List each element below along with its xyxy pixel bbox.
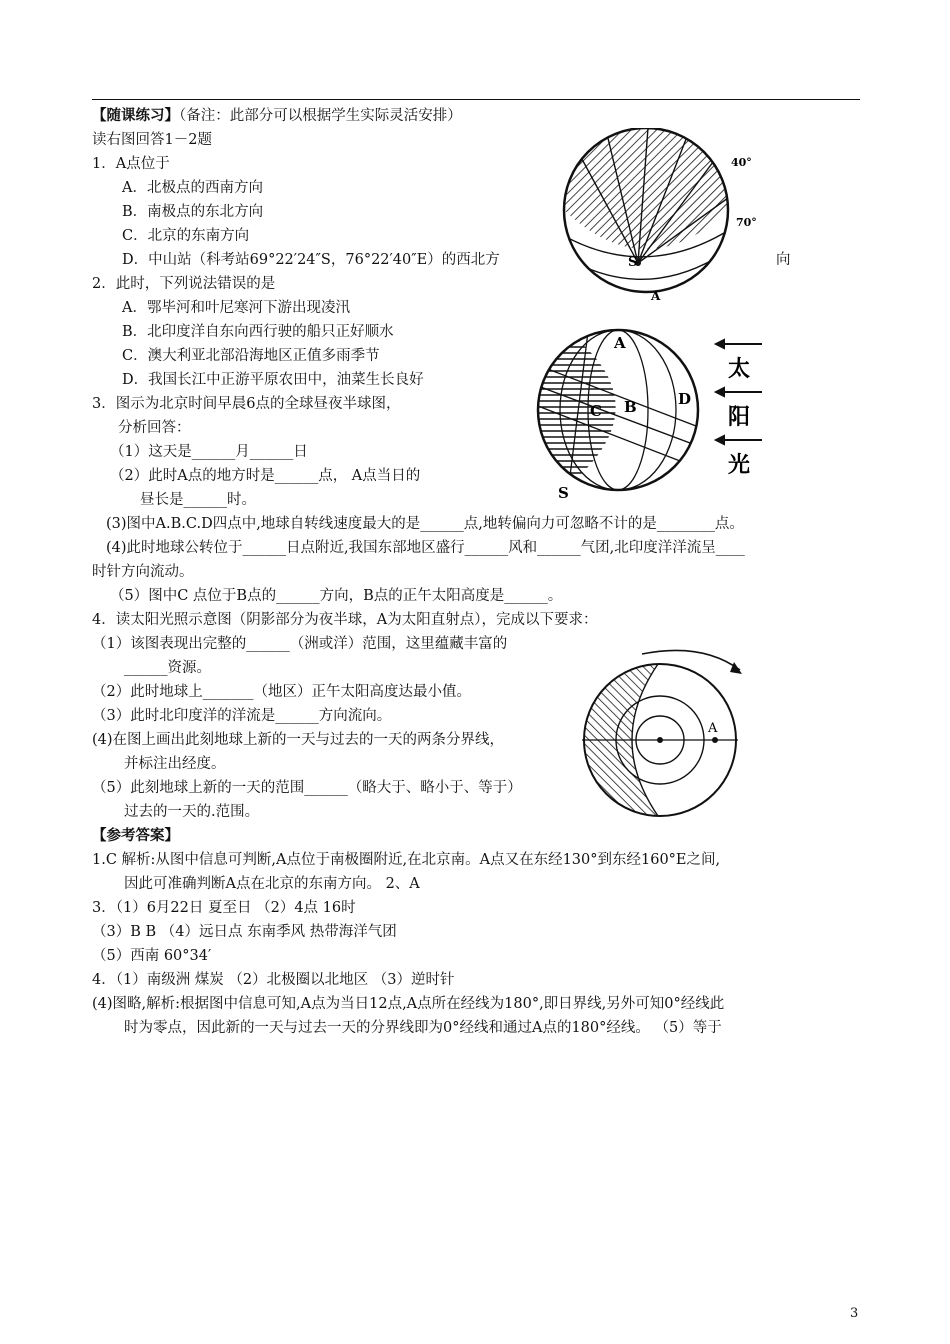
q3-sub-2: （2）此时A点的地方时是______点， A点当日的 [110,468,421,484]
q1-option-b: B．南极点的东北方向 [122,204,264,220]
answer-3c: （5）西南 60°34′ [92,948,212,964]
fig2-label-c: C [590,402,602,420]
fig2-label-b: B [624,398,637,416]
fig2-label-d: D [678,390,692,408]
answers-title: 【参考答案】 [92,827,179,844]
sun-char-3: 光 [728,452,751,478]
answer-1: 1.C 解析:从图中信息可判断,A点位于南极圈附近,在北京南。A点又在东经130°到东经160°E之间, [92,852,721,868]
q3-sub-4: (4)此时地球公转位于______日点附近,我国东部地区盛行______风和______气团,北印度洋洋流呈____ [106,540,745,556]
q4-sub-2: （2）此时地球上_______（地区）正午太阳高度达最小值。 [92,684,471,700]
figure-illumination [582,640,748,820]
q1-option-c: C．北京的东南方向 [122,228,250,244]
q4-sub-4: (4)在图上画出此刻地球上新的一天与过去的一天的两条分界线， [92,732,505,748]
answer-3b: （3）B B （4）远日点 东南季风 热带海洋气团 [92,924,397,940]
q4-sub-5b: 过去的一天的.范围。 [124,804,260,820]
q4-sub-3: （3）此时北印度洋的洋流是______方向流向。 [92,708,392,724]
q4-sub-5: （5）此刻地球上新的一天的范围______（略大于、略小于、等于） [92,780,522,796]
q1-stem: 1．A点位于 [92,156,170,172]
q1-option-a: A．北极点的西南方向 [122,180,263,196]
q2-option-b: B．北印度洋自东向西行驶的船只正好顺水 [122,324,394,340]
q3-sub-2b: 昼长是______时。 [140,492,256,508]
page-number: 3 [850,1306,859,1321]
q4-sub-1b: ______资源。 [124,660,211,676]
fig1-lat-40: 40° [731,156,752,169]
answer-4c: 时为零点，因此新的一天与过去一天的分界线即为0°经线和通过A点的180°经线。 （5）等于 [124,1020,722,1036]
fig2-label-a: A [614,334,626,352]
fig1-point-a: A [651,289,661,303]
q4-sub-1: （1）该图表现出完整的______（洲或洋）范围，这里蕴藏丰富的 [92,636,508,652]
answer-3: 3．（1）6月22日 夏至日 （2）4点 16时 [92,900,356,916]
section-header [92,106,462,126]
q2-option-d: D．我国长江中正游平原农田中，油菜生长良好 [122,372,424,388]
top-rule [92,99,860,100]
answer-1b: 因此可准确判断A点在北京的东南方向。 2、A [124,876,420,892]
q1-option-d-tail: 向 [776,252,791,268]
q2-stem: 2．此时，下列说法错误的是 [92,276,276,292]
fig1-lat-70: 70° [736,216,757,229]
intro-text: 读右图回答1－2题 [92,132,212,148]
sun-char-2: 阳 [728,404,751,430]
section-title: 【随课练习】 [92,107,179,124]
sun-char-1: 太 [728,356,751,382]
section-note: （备注：此部分可以根据学生实际灵活安排） [179,108,462,124]
q3-stem: 3．图示为北京时间早晨6点的全球昼夜半球图， [92,396,401,412]
q3-sub-4b: 时针方向流动。 [92,564,194,580]
q3-sub-1: （1）这天是______月______日 [110,444,308,460]
fig1-pole-label: S [628,255,638,270]
answer-4b: (4)图略,解析:根据图中信息可知,A点为当日12点,A点所在经线为180°,即日界线,另外可知0°经线此 [92,996,725,1012]
q3-sub-5: （5）图中C 点位于B点的______方向，B点的正午太阳高度是______。 [110,588,563,604]
q3-stem-2: 分析回答： [118,420,191,436]
fig2-label-s: S [558,484,569,500]
q3-sub-3: (3)图中A.B.C.D四点中,地球自转线速度最大的是______点,地转偏向力可忽略不计的是________点。 [106,516,744,532]
answer-4: 4．（1）南级洲 煤炭 （2）北极圈以北地区 （3）逆时针 [92,972,455,988]
figure-polar-view [556,128,772,308]
fig3-point-a: A [708,721,718,736]
q4-stem: 4．读太阳光照示意图（阴影部分为夜半球，A为太阳直射点），完成以下要求： [92,612,598,628]
sunlight-arrows [714,334,768,484]
q1-option-d: D．中山站（科考站69°22′24″S，76°22′40″E）的西北方 [122,252,500,268]
q2-option-a: A．鄂毕河和叶尼寒河下游出现凌汛 [122,300,350,316]
q4-sub-4b: 并标注出经度。 [124,756,226,772]
q2-option-c: C．澳大利亚北部沿海地区正值多雨季节 [122,348,380,364]
figure-day-night-globe [528,326,712,500]
